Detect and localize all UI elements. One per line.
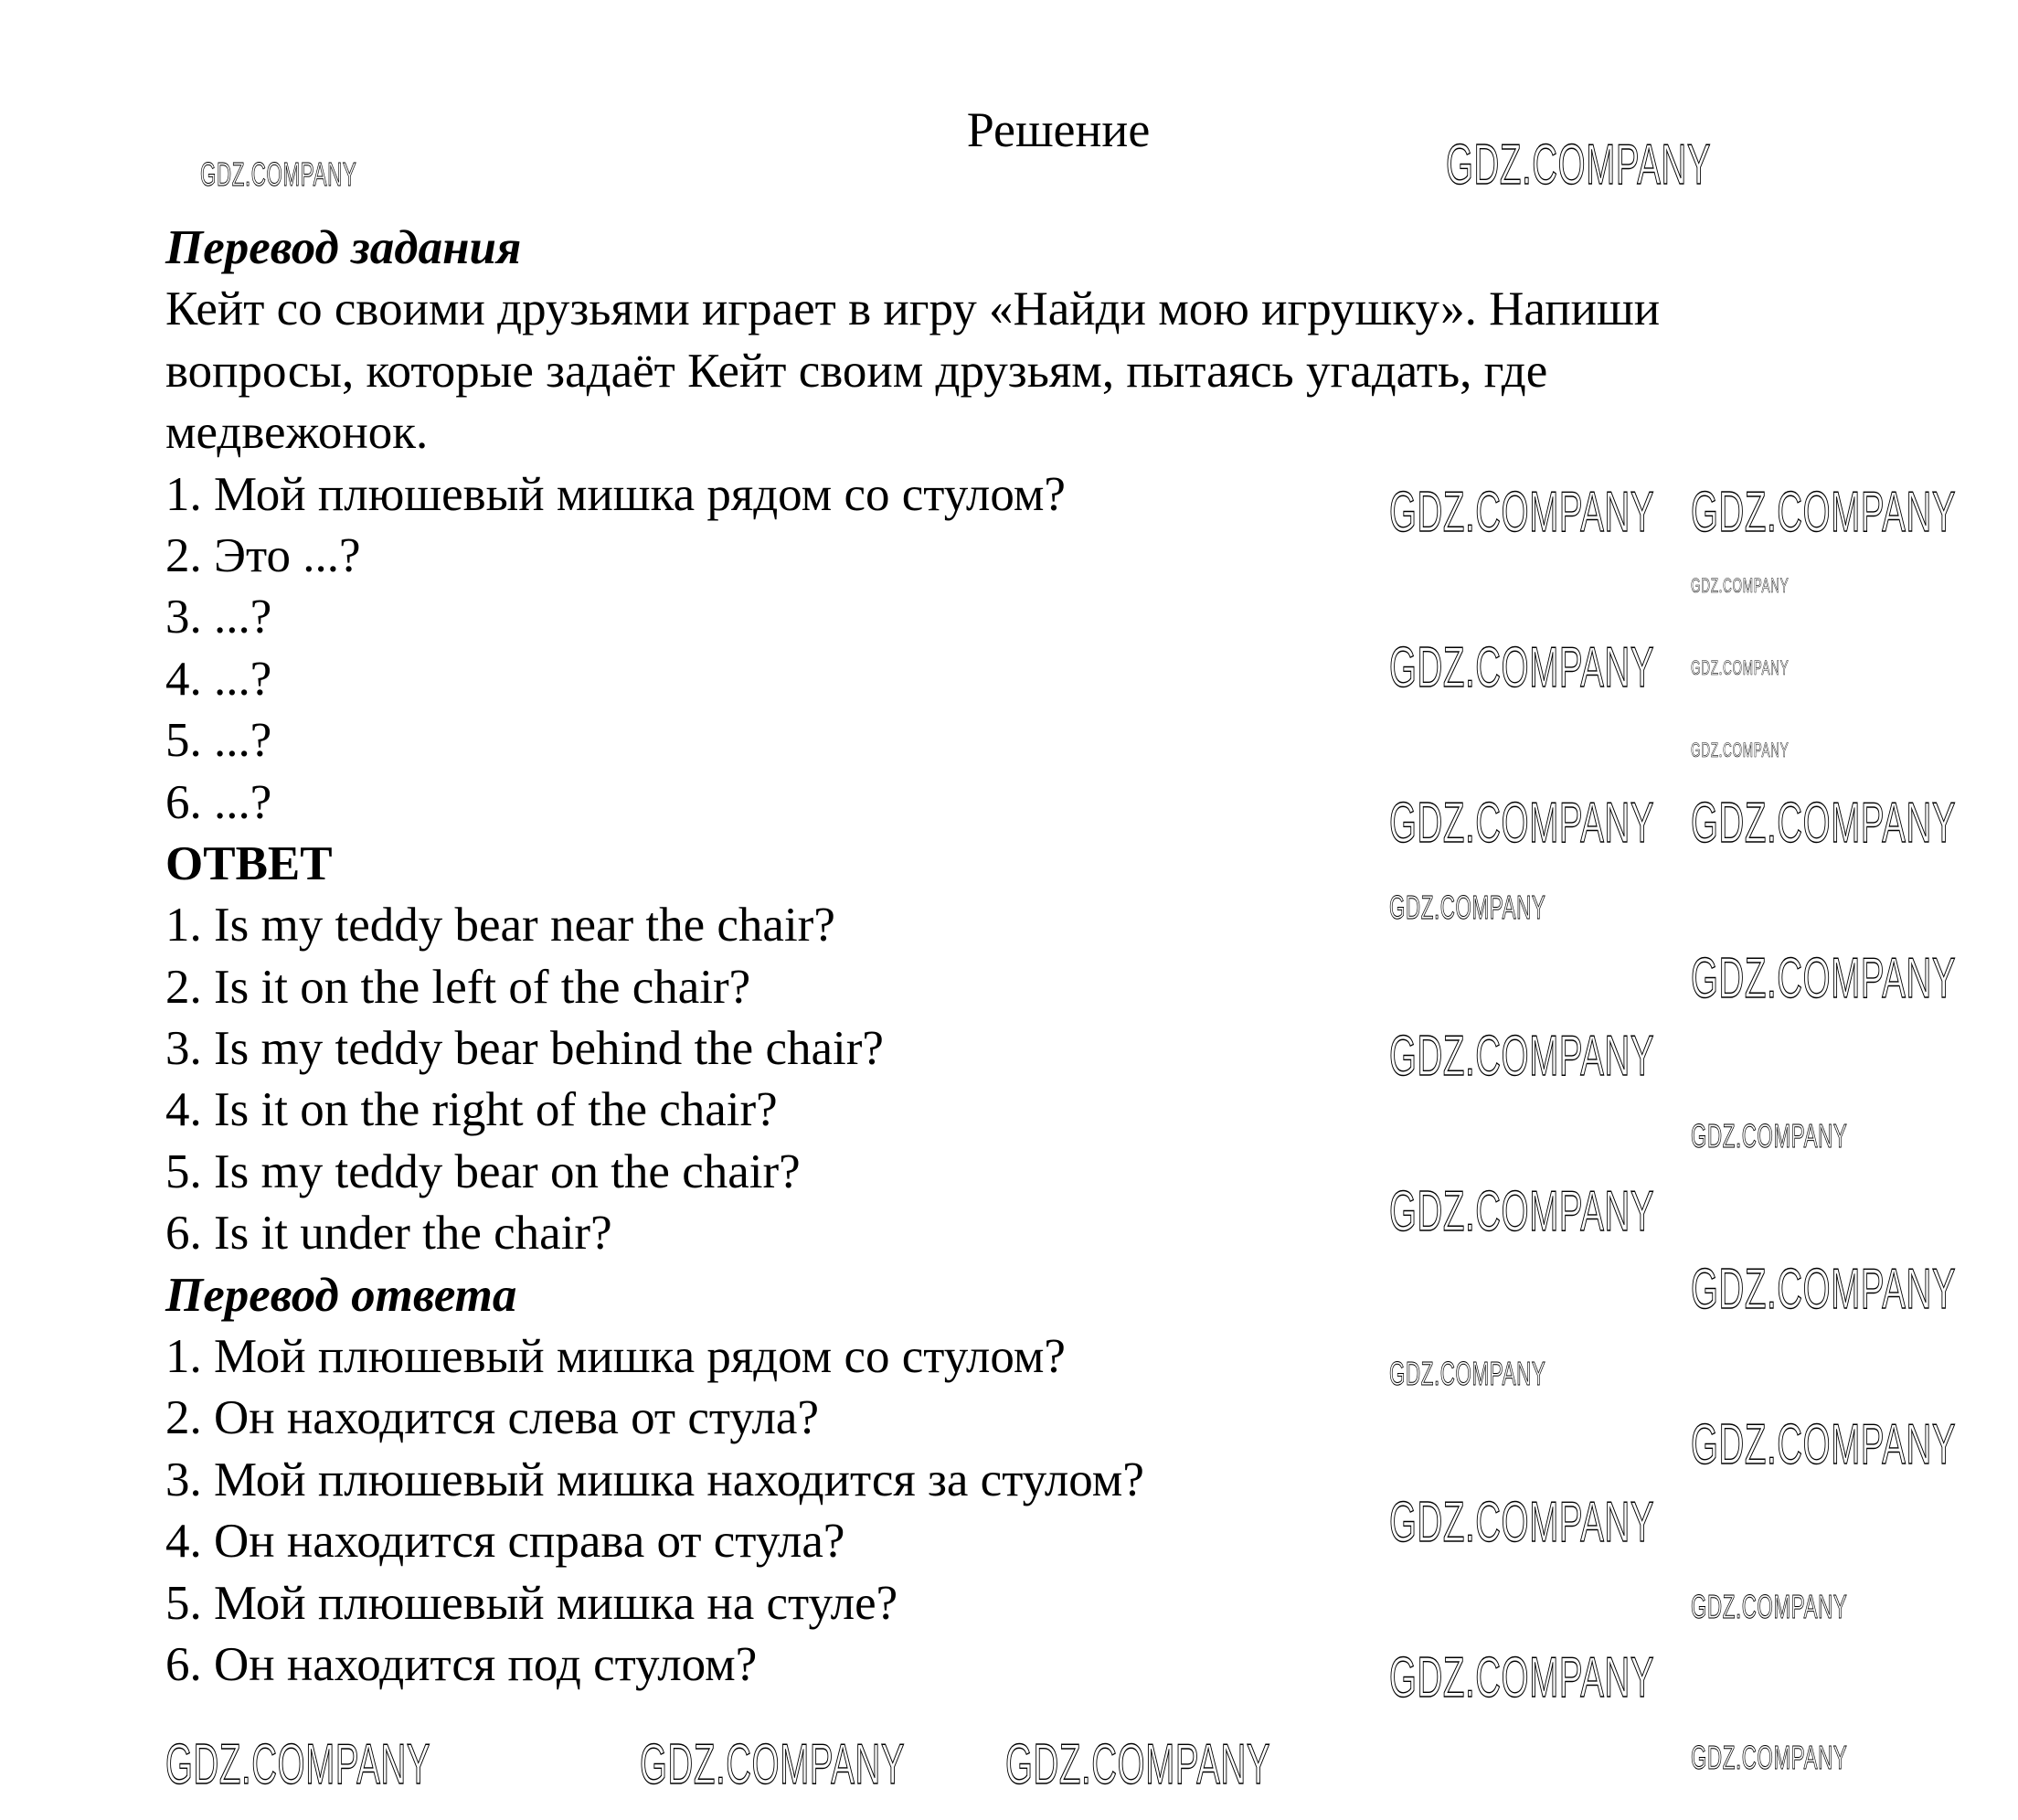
watermark: GDZ.COMPANY <box>1691 1413 1957 1476</box>
page-title: Решение <box>966 102 1151 157</box>
watermark: GDZ.COMPANY <box>1691 1117 1848 1155</box>
task-item: 5. ...? <box>165 714 272 768</box>
watermark: GDZ.COMPANY <box>1691 947 1957 1010</box>
task-text-line: вопросы, которые задаёт Кейт своим друзьям, пытаясь угадать, где <box>165 344 1548 398</box>
watermark: GDZ.COMPANY <box>1389 889 1546 926</box>
watermark: GDZ.COMPANY <box>1005 1733 1271 1796</box>
task-text-line: медвежонок. <box>165 406 429 460</box>
answer-item: 4. Is it on the right of the chair? <box>165 1083 778 1137</box>
translation-item: 1. Мой плюшевый мишка рядом со стулом? <box>165 1330 1066 1384</box>
answer-item: 1. Is my teddy bear near the chair? <box>165 899 835 953</box>
translation-item: 4. Он находится справа от стула? <box>165 1515 845 1569</box>
watermark: GDZ.COMPANY <box>1691 739 1790 761</box>
task-item: 2. Это ...? <box>165 528 361 582</box>
watermark: GDZ.COMPANY <box>1389 1491 1655 1554</box>
task-item: 4. ...? <box>165 652 272 706</box>
watermark: GDZ.COMPANY <box>1691 574 1790 597</box>
watermark: GDZ.COMPANY <box>1389 1180 1655 1243</box>
translation-item: 6. Он находится под стулом? <box>165 1637 758 1691</box>
watermark: GDZ.COMPANY <box>1691 481 1957 544</box>
document-body <box>165 218 1660 1696</box>
watermark: GDZ.COMPANY <box>1446 133 1712 197</box>
watermark: GDZ.COMPANY <box>1691 1588 1848 1625</box>
watermark: GDZ.COMPANY <box>1389 1355 1546 1392</box>
watermark: GDZ.COMPANY <box>640 1733 906 1796</box>
watermark: GDZ.COMPANY <box>1691 792 1957 855</box>
watermark: GDZ.COMPANY <box>1691 656 1790 679</box>
watermark: GDZ.COMPANY <box>1389 636 1655 699</box>
watermark: GDZ.COMPANY <box>1389 1646 1655 1709</box>
watermark: GDZ.COMPANY <box>165 1733 431 1796</box>
task-item: 1. Мой плюшевый мишка рядом со стулом? <box>165 467 1066 521</box>
answer-item: 2. Is it on the left of the chair? <box>165 960 751 1014</box>
watermark: GDZ.COMPANY <box>200 155 357 193</box>
answer-item: 5. Is my teddy bear on the chair? <box>165 1144 801 1198</box>
watermark: GDZ.COMPANY <box>1389 481 1655 544</box>
watermark: GDZ.COMPANY <box>1691 1739 1848 1776</box>
answer-item: 3. Is my teddy bear behind the chair? <box>165 1022 884 1076</box>
translation-item: 2. Он находится слева от стула? <box>165 1391 819 1445</box>
answer-item: 6. Is it under the chair? <box>165 1207 612 1261</box>
task-text-line: Кейт со своими друзьями играет в игру «Найди мою игрушку». Напиши <box>165 282 1661 336</box>
task-heading: Перевод задания <box>165 221 522 274</box>
translation-heading: Перевод ответа <box>165 1268 517 1322</box>
translation-item: 5. Мой плюшевый мишка на стуле? <box>165 1576 898 1630</box>
translation-item: 3. Мой плюшевый мишка находится за стулом? <box>165 1453 1144 1506</box>
watermark: GDZ.COMPANY <box>1389 1025 1655 1088</box>
answer-heading: ОТВЕТ <box>165 836 333 890</box>
watermark: GDZ.COMPANY <box>1389 792 1655 855</box>
task-item: 6. ...? <box>165 775 272 829</box>
task-item: 3. ...? <box>165 591 272 644</box>
watermark: GDZ.COMPANY <box>1691 1258 1957 1321</box>
